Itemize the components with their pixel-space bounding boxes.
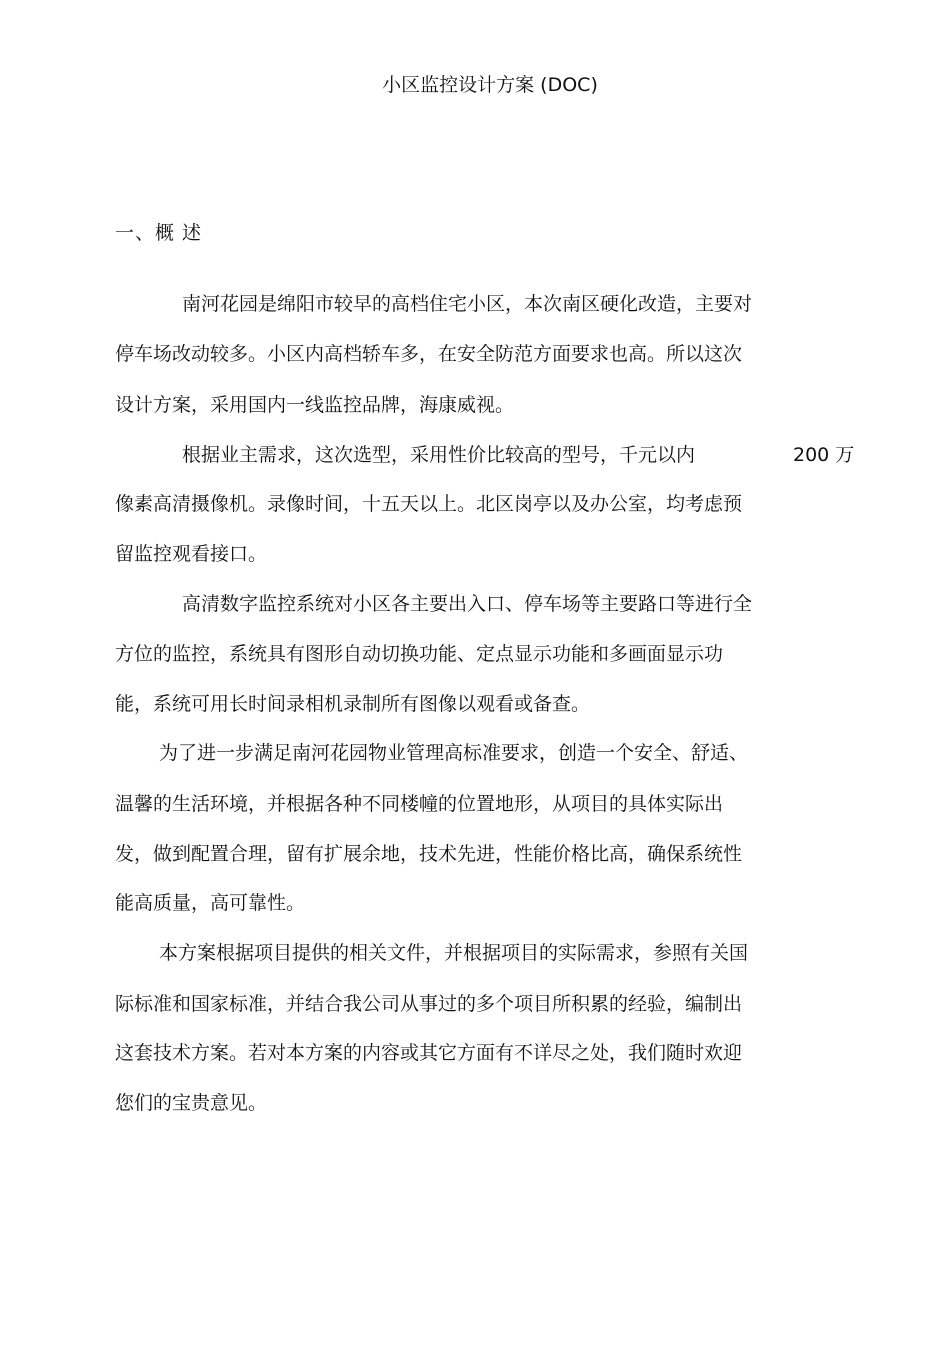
paragraph-2-line-2: 像素高清摄像机。录像时间，十五天以上。北区岗亭以及办公室，均考虑预 <box>115 493 743 515</box>
paragraph-2-resolution-value: 200 万 <box>793 444 855 466</box>
paragraph-3-line-1: 高清数字监控系统对小区各主要出入口、停车场等主要路口等进行全 <box>182 593 753 615</box>
paragraph-4-line-2: 温馨的生活环境，并根据各种不同楼幢的位置地形，从项目的具体实际出 <box>115 793 724 815</box>
paragraph-5-line-1: 本方案根据项目提供的相关文件，并根据项目的实际需求，参照有关国 <box>159 942 749 964</box>
paragraph-1-line-3: 设计方案，采用国内一线监控品牌，海康威视。 <box>115 394 515 416</box>
document-title: 小区监控设计方案 (DOC) <box>382 74 598 96</box>
paragraph-4-line-3: 发，做到配置合理，留有扩展余地，技术先进，性能价格比高，确保系统性 <box>115 843 743 865</box>
paragraph-5-line-4: 您们的宝贵意见。 <box>115 1092 268 1114</box>
paragraph-1-line-2: 停车场改动较多。小区内高档轿车多，在安全防范方面要求也高。所以这次 <box>115 343 743 365</box>
paragraph-2-line-3: 留监控观看接口。 <box>115 543 268 565</box>
paragraph-5-line-2: 际标准和国家标准，并结合我公司从事过的多个项目所积累的经验，编制出 <box>115 993 743 1015</box>
section-heading: 一、概 述 <box>115 222 203 244</box>
paragraph-5-line-3: 这套技术方案。若对本方案的内容或其它方面有不详尽之处，我们随时欢迎 <box>115 1042 743 1064</box>
paragraph-4-line-1: 为了进一步满足南河花园物业管理高标准要求，创造一个安全、舒适、 <box>159 742 749 764</box>
paragraph-2-line-1: 根据业主需求，这次选型，采用性价比较高的型号，千元以内 <box>182 444 696 466</box>
paragraph-3-line-2: 方位的监控，系统具有图形自动切换功能、定点显示功能和多画面显示功 <box>115 643 724 665</box>
paragraph-4-line-4: 能高质量，高可靠性。 <box>115 892 306 914</box>
paragraph-1-line-1: 南河花园是绵阳市较早的高档住宅小区，本次南区硬化改造，主要对 <box>182 293 753 315</box>
paragraph-3-line-3: 能，系统可用长时间录相机录制所有图像以观看或备查。 <box>115 693 591 715</box>
